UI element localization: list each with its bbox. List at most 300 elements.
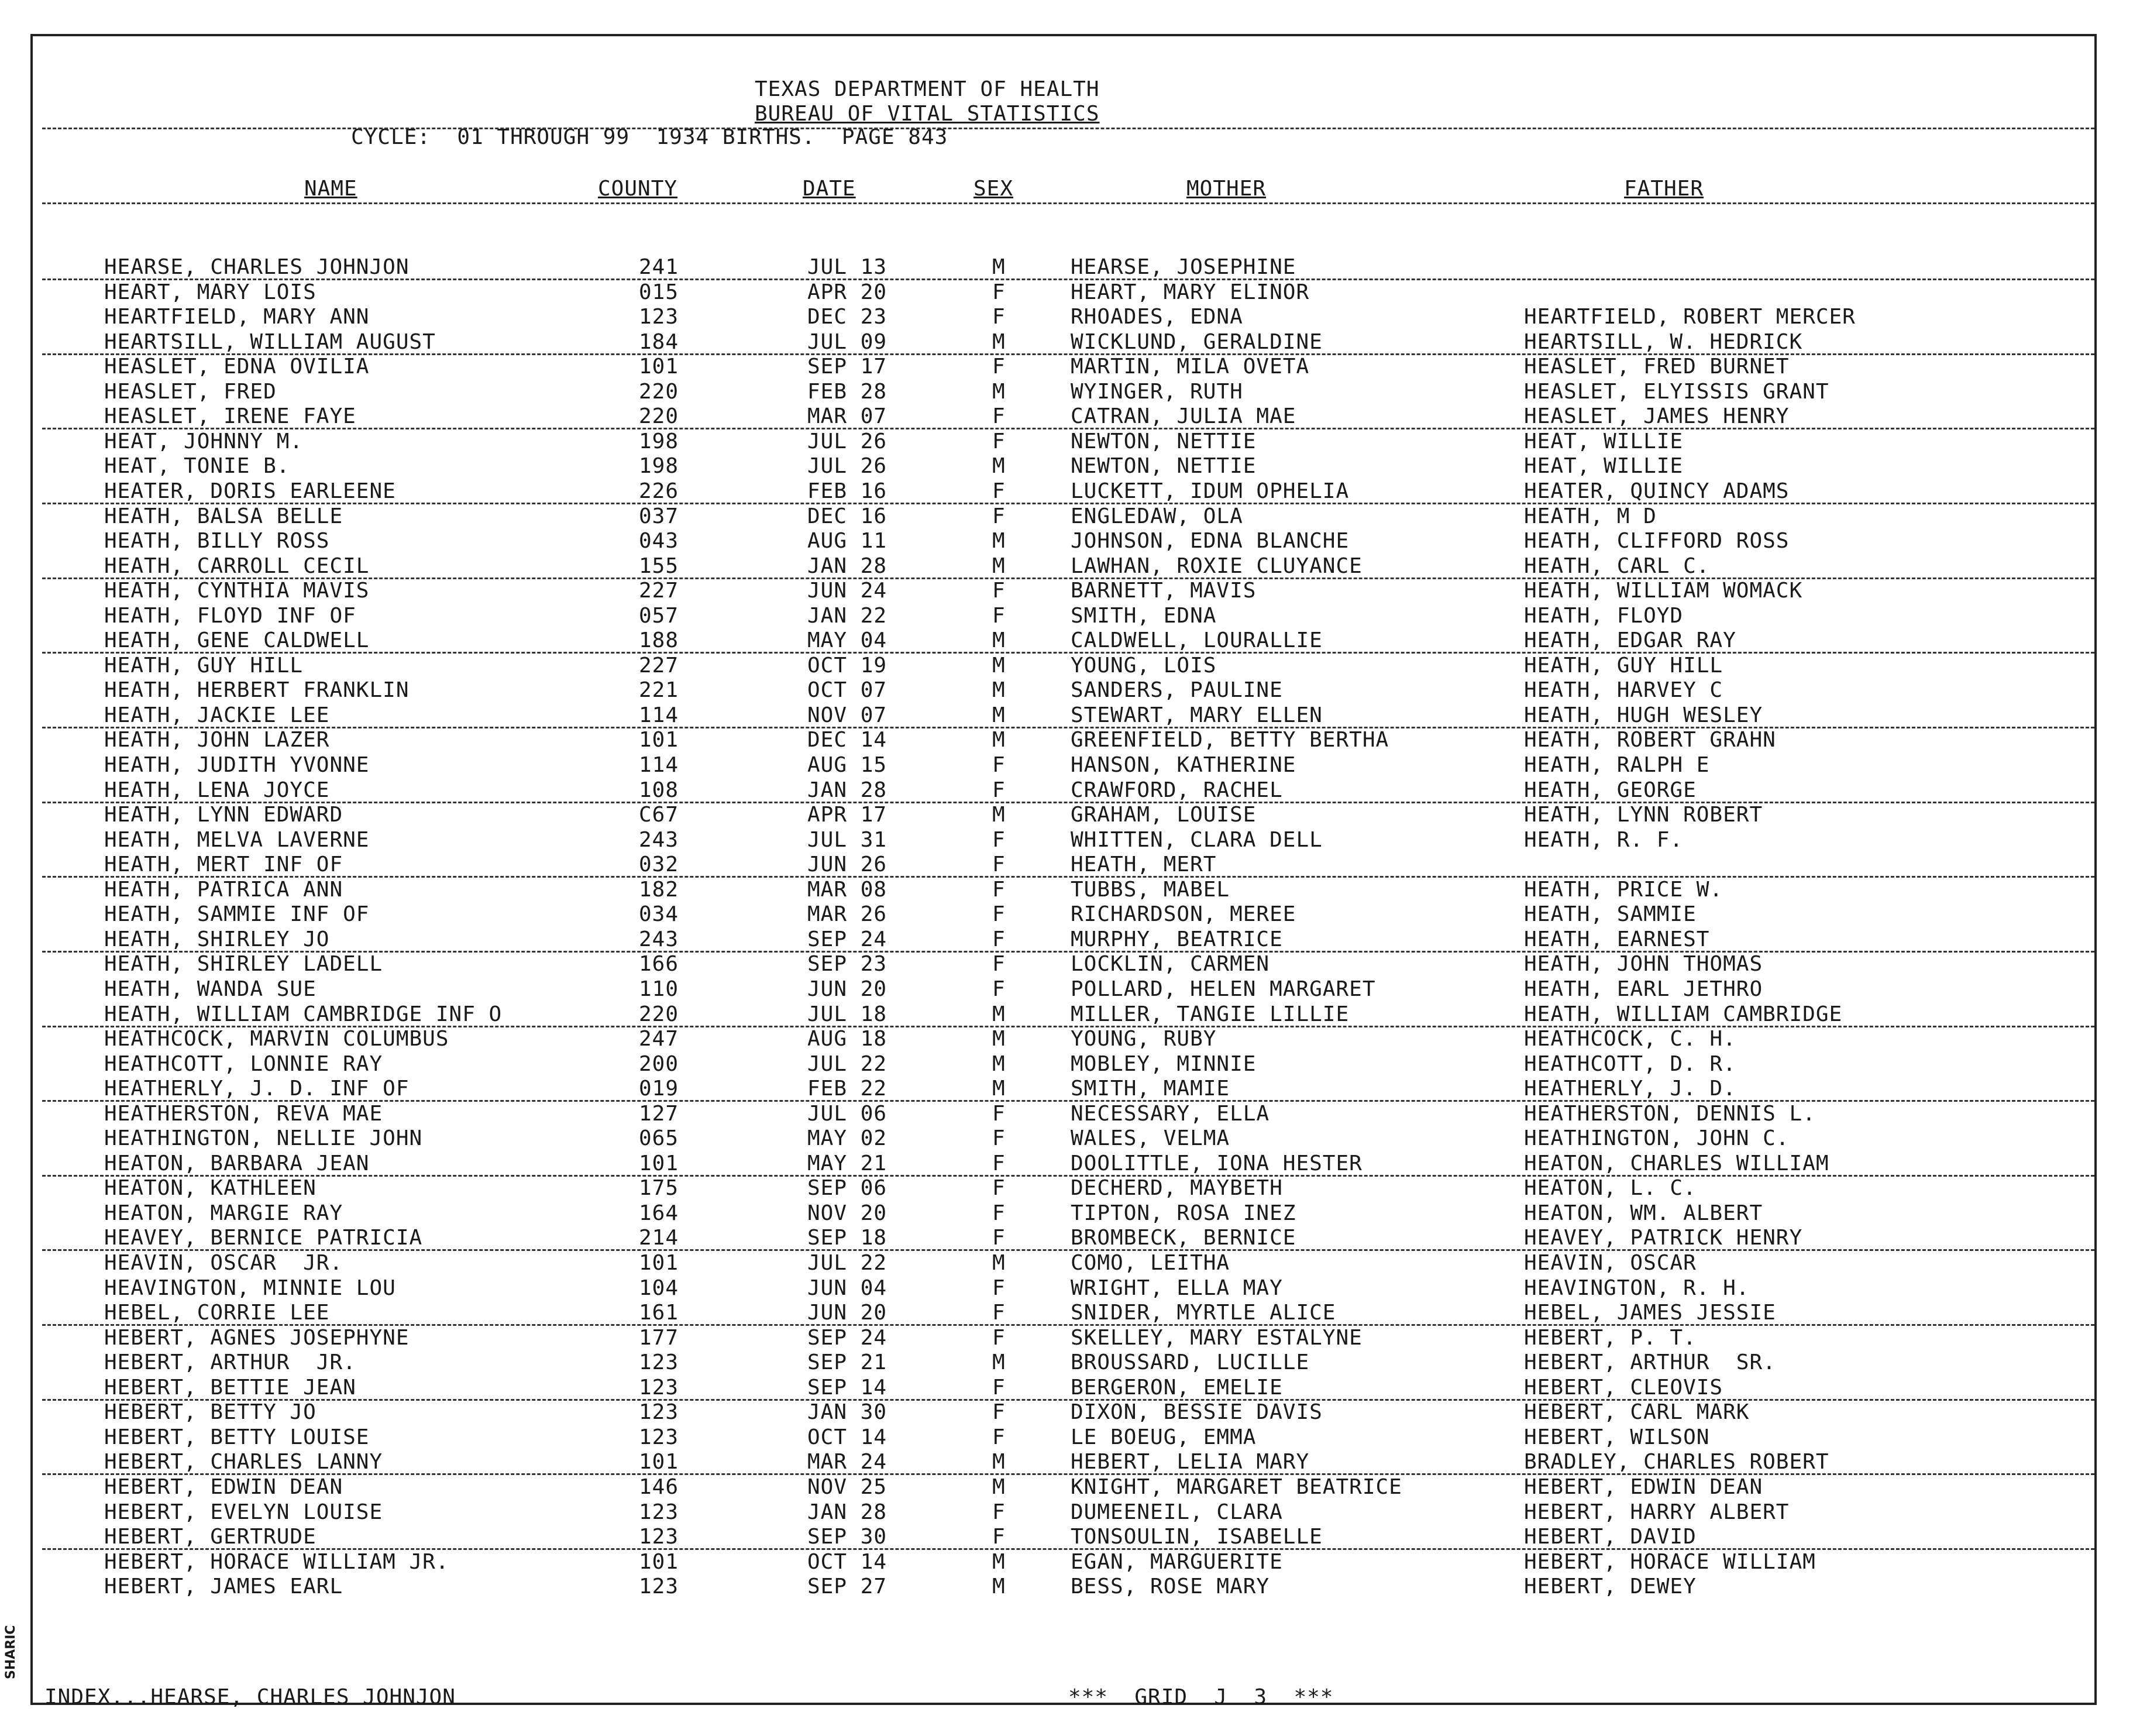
record-county: 220 — [639, 380, 679, 404]
record-father: HEATH, R. F. — [1524, 828, 1684, 852]
record-sex: F — [992, 778, 1006, 802]
record-county: 214 — [639, 1226, 679, 1250]
record-county: 241 — [639, 255, 679, 279]
record-name: HEBERT, CHARLES LANNY — [104, 1450, 383, 1474]
record-name: HEATH, BILLY ROSS — [104, 529, 330, 553]
record-sex: M — [992, 1350, 1006, 1374]
record-mother: WALES, VELMA — [1071, 1126, 1230, 1150]
record-county: 123 — [639, 1525, 679, 1549]
record-date: SEP 17 — [807, 355, 887, 379]
record-sex: F — [992, 927, 1006, 951]
record-row — [0, 1276, 2133, 1301]
record-county: 182 — [639, 878, 679, 902]
record-county: 146 — [639, 1475, 679, 1499]
record-county: C67 — [639, 803, 679, 827]
record-date: MAY 04 — [807, 628, 887, 652]
record-mother: ENGLEDAW, OLA — [1071, 504, 1243, 528]
record-row — [0, 280, 2133, 305]
record-name: HEATHERLY, J. D. INF OF — [104, 1077, 410, 1101]
record-mother: GRAHAM, LOUISE — [1071, 803, 1257, 827]
record-name: HEATH, MELVA LAVERNE — [104, 828, 370, 852]
header-divider — [42, 128, 2094, 129]
record-date: JUL 22 — [807, 1052, 887, 1076]
record-father: HEATH, HUGH WESLEY — [1524, 703, 1763, 727]
record-county: 034 — [639, 902, 679, 926]
record-name: HEAVIN, OSCAR JR. — [104, 1251, 343, 1275]
record-row — [0, 1002, 2133, 1027]
record-date: OCT 19 — [807, 654, 887, 678]
record-name: HEATH, GUY HILL — [104, 654, 304, 678]
record-mother: BESS, ROSE MARY — [1071, 1575, 1270, 1599]
record-mother: HEATH, MERT — [1071, 852, 1217, 876]
column-header-mother: MOTHER — [1186, 177, 1267, 201]
record-row — [0, 902, 2133, 927]
record-row — [0, 529, 2133, 554]
record-date: MAR 24 — [807, 1450, 887, 1474]
record-date: DEC 23 — [807, 305, 887, 329]
record-row — [0, 852, 2133, 877]
record-sex: M — [992, 454, 1006, 478]
record-county: 101 — [639, 1251, 679, 1275]
record-father: HEATH, FLOYD — [1524, 604, 1684, 628]
record-row — [0, 429, 2133, 454]
record-date: NOV 07 — [807, 703, 887, 727]
record-mother: SANDERS, PAULINE — [1071, 678, 1283, 702]
header-cycle: CYCLE: 01 THROUGH 99 1934 BIRTHS. PAGE 843 — [351, 125, 948, 149]
record-row — [0, 1176, 2133, 1201]
record-name: HEATON, KATHLEEN — [104, 1176, 316, 1200]
record-name: HEASLET, IRENE FAYE — [104, 404, 356, 428]
record-name: HEBEL, CORRIE LEE — [104, 1301, 330, 1325]
record-date: DEC 16 — [807, 504, 887, 528]
record-sex: M — [992, 1450, 1006, 1474]
record-mother: MURPHY, BEATRICE — [1071, 927, 1283, 951]
record-county: 220 — [639, 1002, 679, 1026]
record-sex: F — [992, 902, 1006, 926]
record-name: HEARSE, CHARLES JOHNJON — [104, 255, 410, 279]
record-row — [0, 305, 2133, 329]
record-name: HEATHINGTON, NELLIE JOHN — [104, 1126, 423, 1150]
record-sex: F — [992, 1102, 1006, 1126]
record-mother: HANSON, KATHERINE — [1071, 753, 1296, 777]
record-date: JUL 22 — [807, 1251, 887, 1275]
record-date: SEP 30 — [807, 1525, 887, 1549]
record-date: FEB 28 — [807, 380, 887, 404]
record-county: 123 — [639, 1425, 679, 1449]
record-sex: F — [992, 1376, 1006, 1400]
record-row — [0, 654, 2133, 678]
record-row — [0, 1226, 2133, 1250]
record-sex: F — [992, 355, 1006, 379]
record-mother: NEWTON, NETTIE — [1071, 429, 1257, 453]
record-sex: F — [992, 1126, 1006, 1150]
record-sex: F — [992, 579, 1006, 603]
record-row — [0, 604, 2133, 628]
record-sex: M — [992, 678, 1006, 702]
record-sex: F — [992, 404, 1006, 428]
record-sex: F — [992, 977, 1006, 1001]
record-father: HEBERT, P. T. — [1524, 1326, 1697, 1350]
record-mother: MOBLEY, MINNIE — [1071, 1052, 1257, 1076]
record-name: HEARTFIELD, MARY ANN — [104, 305, 370, 329]
record-name: HEAVEY, BERNICE PATRICIA — [104, 1226, 423, 1250]
footer-index: INDEX...HEARSE, CHARLES JOHNJON — [44, 1685, 456, 1709]
record-father: HEASLET, JAMES HENRY — [1524, 404, 1790, 428]
record-county: 221 — [639, 678, 679, 702]
record-father: HEATHERLY, J. D. — [1524, 1077, 1736, 1101]
record-date: JUL 06 — [807, 1102, 887, 1126]
record-father: HEATER, QUINCY ADAMS — [1524, 479, 1790, 503]
record-sex: M — [992, 654, 1006, 678]
record-date: NOV 20 — [807, 1201, 887, 1225]
record-row — [0, 1550, 2133, 1575]
record-sex: M — [992, 255, 1006, 279]
record-date: SEP 27 — [807, 1575, 887, 1599]
record-date: SEP 18 — [807, 1226, 887, 1250]
record-date: MAR 08 — [807, 878, 887, 902]
record-mother: DIXON, BESSIE DAVIS — [1071, 1400, 1323, 1424]
record-sex: F — [992, 952, 1006, 976]
record-county: 123 — [639, 1500, 679, 1524]
record-father: HEATH, PRICE W. — [1524, 878, 1723, 902]
record-sex: F — [992, 1525, 1006, 1549]
record-county: 220 — [639, 404, 679, 428]
record-date: SEP 06 — [807, 1176, 887, 1200]
record-row — [0, 579, 2133, 603]
record-row — [0, 380, 2133, 404]
record-mother: SMITH, EDNA — [1071, 604, 1217, 628]
record-row — [0, 330, 2133, 355]
record-row — [0, 977, 2133, 1002]
record-date: NOV 25 — [807, 1475, 887, 1499]
record-name: HEBERT, GERTRUDE — [104, 1525, 316, 1549]
record-father: HEARTFIELD, ROBERT MERCER — [1524, 305, 1856, 329]
record-date: MAR 07 — [807, 404, 887, 428]
record-county: 247 — [639, 1027, 679, 1051]
record-mother: MARTIN, MILA OVETA — [1071, 355, 1310, 379]
record-county: 057 — [639, 604, 679, 628]
record-father: HEATH, ROBERT GRAHN — [1524, 728, 1776, 752]
record-sex: F — [992, 753, 1006, 777]
record-father: HEATH, CARL C. — [1524, 554, 1710, 578]
record-father: HEBERT, ARTHUR SR. — [1524, 1350, 1776, 1374]
record-row — [0, 778, 2133, 803]
record-date: JUN 24 — [807, 579, 887, 603]
side-label: SHARIC — [4, 1625, 18, 1679]
record-county: 127 — [639, 1102, 679, 1126]
record-sex: M — [992, 1002, 1006, 1026]
record-county: 114 — [639, 703, 679, 727]
record-county: 243 — [639, 828, 679, 852]
record-county: 227 — [639, 654, 679, 678]
record-name: HEBERT, JAMES EARL — [104, 1575, 343, 1599]
record-row — [0, 878, 2133, 902]
record-date: OCT 07 — [807, 678, 887, 702]
record-father: HEAT, WILLIE — [1524, 454, 1684, 478]
record-father: HEATON, WM. ALBERT — [1524, 1201, 1763, 1225]
record-date: JUN 04 — [807, 1276, 887, 1300]
record-sex: M — [992, 703, 1006, 727]
record-sex: F — [992, 1500, 1006, 1524]
footer-grid: *** GRID J 3 *** — [1068, 1685, 1334, 1709]
record-father: HEATH, GUY HILL — [1524, 654, 1723, 678]
record-sex: F — [992, 1151, 1006, 1175]
record-mother: COMO, LEITHA — [1071, 1251, 1230, 1275]
record-mother: DECHERD, MAYBETH — [1071, 1176, 1283, 1200]
record-county: 123 — [639, 1350, 679, 1374]
record-date: JUL 18 — [807, 1002, 887, 1026]
record-row — [0, 1475, 2133, 1500]
record-row — [0, 1376, 2133, 1400]
record-county: 123 — [639, 305, 679, 329]
record-row — [0, 1500, 2133, 1525]
record-mother: BROMBECK, BERNICE — [1071, 1226, 1296, 1250]
record-father: HEAVINGTON, R. H. — [1524, 1276, 1750, 1300]
record-county: 198 — [639, 454, 679, 478]
record-row — [0, 952, 2133, 977]
record-name: HEBERT, EVELYN LOUISE — [104, 1500, 383, 1524]
column-header-county: COUNTY — [598, 177, 678, 201]
record-date: MAR 26 — [807, 902, 887, 926]
record-date: JUN 20 — [807, 1301, 887, 1325]
record-sex: M — [992, 330, 1006, 354]
record-row — [0, 927, 2133, 952]
record-name: HEART, MARY LOIS — [104, 280, 316, 304]
record-date: DEC 14 — [807, 728, 887, 752]
record-father: HEATON, L. C. — [1524, 1176, 1697, 1200]
record-mother: YOUNG, LOIS — [1071, 654, 1217, 678]
record-sex: F — [992, 1276, 1006, 1300]
record-mother: WRIGHT, ELLA MAY — [1071, 1276, 1283, 1300]
record-mother: DOOLITTLE, IONA HESTER — [1071, 1151, 1363, 1175]
record-date: JUL 26 — [807, 429, 887, 453]
record-mother: GREENFIELD, BETTY BERTHA — [1071, 728, 1389, 752]
record-row — [0, 1077, 2133, 1101]
record-county: 177 — [639, 1326, 679, 1350]
record-father: HEATH, LYNN ROBERT — [1524, 803, 1763, 827]
record-father: HEATH, WILLIAM WOMACK — [1524, 579, 1803, 603]
record-mother: HEART, MARY ELINOR — [1071, 280, 1310, 304]
record-date: AUG 18 — [807, 1027, 887, 1051]
record-county: 184 — [639, 330, 679, 354]
record-name: HEATHCOTT, LONNIE RAY — [104, 1052, 383, 1076]
record-row — [0, 1126, 2133, 1151]
record-date: JUL 13 — [807, 255, 887, 279]
record-county: 019 — [639, 1077, 679, 1101]
record-row — [0, 504, 2133, 529]
record-mother: NEWTON, NETTIE — [1071, 454, 1257, 478]
record-county: 110 — [639, 977, 679, 1001]
column-header-sex: SEX — [973, 177, 1014, 201]
record-date: OCT 14 — [807, 1425, 887, 1449]
record-county: 166 — [639, 952, 679, 976]
record-sex: M — [992, 628, 1006, 652]
record-county: 101 — [639, 1151, 679, 1175]
record-date: SEP 23 — [807, 952, 887, 976]
record-date: JUN 26 — [807, 852, 887, 876]
record-mother: LAWHAN, ROXIE CLUYANCE — [1071, 554, 1363, 578]
record-father: HEATH, RALPH E — [1524, 753, 1710, 777]
record-sex: F — [992, 479, 1006, 503]
record-father: HEARTSILL, W. HEDRICK — [1524, 330, 1803, 354]
record-father: HEAVEY, PATRICK HENRY — [1524, 1226, 1803, 1250]
record-county: 065 — [639, 1126, 679, 1150]
record-date: APR 17 — [807, 803, 887, 827]
record-mother: DUMEENEIL, CLARA — [1071, 1500, 1283, 1524]
record-name: HEATH, PATRICA ANN — [104, 878, 343, 902]
record-row — [0, 355, 2133, 379]
record-father: HEATH, WILLIAM CAMBRIDGE — [1524, 1002, 1843, 1026]
record-county: 101 — [639, 1550, 679, 1574]
record-date: SEP 24 — [807, 927, 887, 951]
record-mother: BARNETT, MAVIS — [1071, 579, 1257, 603]
record-county: 243 — [639, 927, 679, 951]
record-name: HEATER, DORIS EARLEENE — [104, 479, 396, 503]
record-sex: F — [992, 1326, 1006, 1350]
record-father: HEASLET, FRED BURNET — [1524, 355, 1790, 379]
record-row — [0, 1425, 2133, 1450]
record-date: SEP 24 — [807, 1326, 887, 1350]
record-name: HEATH, MERT INF OF — [104, 852, 343, 876]
record-row — [0, 828, 2133, 852]
record-mother: RICHARDSON, MEREE — [1071, 902, 1296, 926]
record-mother: TONSOULIN, ISABELLE — [1071, 1525, 1323, 1549]
record-row — [0, 1326, 2133, 1350]
record-row — [0, 255, 2133, 280]
record-date: JAN 22 — [807, 604, 887, 628]
record-row — [0, 454, 2133, 479]
record-father: HEATH, EARL JETHRO — [1524, 977, 1763, 1001]
record-county: 161 — [639, 1301, 679, 1325]
record-mother: CALDWELL, LOURALLIE — [1071, 628, 1323, 652]
record-sex: M — [992, 1027, 1006, 1051]
record-sex: M — [992, 1475, 1006, 1499]
record-name: HEATON, MARGIE RAY — [104, 1201, 343, 1225]
record-father: HEATHINGTON, JOHN C. — [1524, 1126, 1790, 1150]
record-name: HEBERT, BETTY LOUISE — [104, 1425, 370, 1449]
record-row — [0, 753, 2133, 778]
record-name: HEATH, GENE CALDWELL — [104, 628, 370, 652]
record-mother: BERGERON, EMELIE — [1071, 1376, 1283, 1400]
record-date: JAN 28 — [807, 554, 887, 578]
record-date: FEB 22 — [807, 1077, 887, 1101]
record-father: HEATH, EDGAR RAY — [1524, 628, 1736, 652]
record-name: HEATH, CYNTHIA MAVIS — [104, 579, 370, 603]
record-date: JUL 26 — [807, 454, 887, 478]
record-name: HEBERT, HORACE WILLIAM JR. — [104, 1550, 449, 1574]
record-father: HEATH, JOHN THOMAS — [1524, 952, 1763, 976]
record-father: HEATHERSTON, DENNIS L. — [1524, 1102, 1816, 1126]
record-mother: POLLARD, HELEN MARGARET — [1071, 977, 1376, 1001]
record-father: HEBERT, DAVID — [1524, 1525, 1697, 1549]
record-name: HEATH, BALSA BELLE — [104, 504, 343, 528]
record-name: HEATH, SHIRLEY JO — [104, 927, 330, 951]
record-name: HEASLET, FRED — [104, 380, 277, 404]
record-row — [0, 703, 2133, 728]
record-mother: WYINGER, RUTH — [1071, 380, 1243, 404]
record-mother: SMITH, MAMIE — [1071, 1077, 1230, 1101]
record-county: 123 — [639, 1575, 679, 1599]
record-name: HEBERT, BETTY JO — [104, 1400, 316, 1424]
record-row — [0, 1525, 2133, 1549]
record-father: HEATHCOCK, C. H. — [1524, 1027, 1736, 1051]
record-name: HEARTSILL, WILLIAM AUGUST — [104, 330, 436, 354]
record-mother: JOHNSON, EDNA BLANCHE — [1071, 529, 1350, 553]
record-row — [0, 628, 2133, 653]
record-father: HEBERT, CLEOVIS — [1524, 1376, 1723, 1400]
record-name: HEATHERSTON, REVA MAE — [104, 1102, 383, 1126]
record-name: HEATON, BARBARA JEAN — [104, 1151, 370, 1175]
record-father: HEATH, SAMMIE — [1524, 902, 1697, 926]
record-county: 101 — [639, 355, 679, 379]
record-date: SEP 21 — [807, 1350, 887, 1374]
record-sex: F — [992, 1400, 1006, 1424]
record-county: 227 — [639, 579, 679, 603]
record-mother: SNIDER, MYRTLE ALICE — [1071, 1301, 1336, 1325]
record-mother: CRAWFORD, RACHEL — [1071, 778, 1283, 802]
record-row — [0, 1400, 2133, 1425]
record-county: 101 — [639, 728, 679, 752]
record-sex: F — [992, 504, 1006, 528]
record-mother: TIPTON, ROSA INEZ — [1071, 1201, 1296, 1225]
record-name: HEATH, JUDITH YVONNE — [104, 753, 370, 777]
record-father: HEATH, GEORGE — [1524, 778, 1697, 802]
record-county: 198 — [639, 429, 679, 453]
record-date: SEP 14 — [807, 1376, 887, 1400]
record-mother: NECESSARY, ELLA — [1071, 1102, 1270, 1126]
record-row — [0, 554, 2133, 579]
record-name: HEATH, HERBERT FRANKLIN — [104, 678, 410, 702]
record-name: HEBERT, AGNES JOSEPHYNE — [104, 1326, 410, 1350]
record-row — [0, 1301, 2133, 1325]
record-name: HEBERT, EDWIN DEAN — [104, 1475, 343, 1499]
record-date: AUG 15 — [807, 753, 887, 777]
record-sex: F — [992, 828, 1006, 852]
record-date: MAY 21 — [807, 1151, 887, 1175]
record-date: OCT 14 — [807, 1550, 887, 1574]
record-name: HEATH, FLOYD INF OF — [104, 604, 356, 628]
record-date: FEB 16 — [807, 479, 887, 503]
record-sex: M — [992, 1052, 1006, 1076]
record-father: HEATH, HARVEY C — [1524, 678, 1723, 702]
record-date: JAN 30 — [807, 1400, 887, 1424]
record-row — [0, 1251, 2133, 1276]
record-father: HEBEL, JAMES JESSIE — [1524, 1301, 1776, 1325]
record-name: HEBERT, BETTIE JEAN — [104, 1376, 356, 1400]
record-row — [0, 678, 2133, 703]
record-date: JAN 28 — [807, 778, 887, 802]
record-mother: CATRAN, JULIA MAE — [1071, 404, 1296, 428]
record-sex: F — [992, 1201, 1006, 1225]
record-name: HEATH, CARROLL CECIL — [104, 554, 370, 578]
record-county: 114 — [639, 753, 679, 777]
record-sex: M — [992, 380, 1006, 404]
record-father: HEATON, CHARLES WILLIAM — [1524, 1151, 1829, 1175]
record-county: 015 — [639, 280, 679, 304]
column-header-father: FATHER — [1624, 177, 1704, 201]
column-header-divider — [42, 202, 2094, 204]
record-row — [0, 728, 2133, 752]
record-county: 108 — [639, 778, 679, 802]
record-father: HEBERT, CARL MARK — [1524, 1400, 1750, 1424]
record-sex: M — [992, 1575, 1006, 1599]
record-date: MAY 02 — [807, 1126, 887, 1150]
record-sex: M — [992, 529, 1006, 553]
record-county: 164 — [639, 1201, 679, 1225]
record-father: HEATH, M D — [1524, 504, 1657, 528]
record-name: HEATH, LENA JOYCE — [104, 778, 330, 802]
record-name: HEATH, WILLIAM CAMBRIDGE INF O — [104, 1002, 503, 1026]
